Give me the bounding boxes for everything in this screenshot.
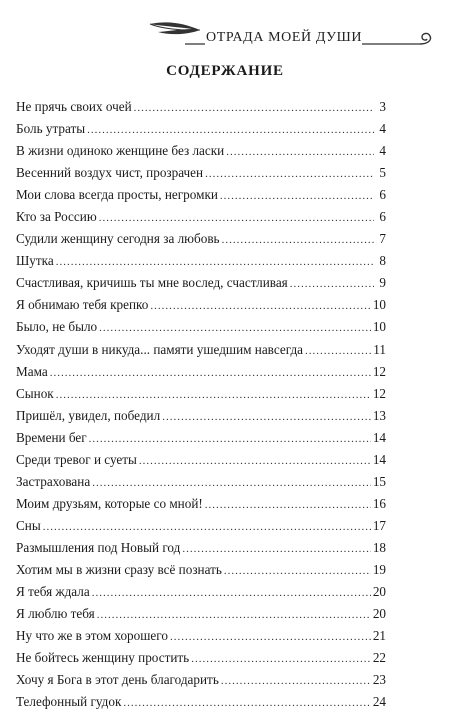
toc-entry-page: 11 [373,341,386,357]
toc-entry-page: 4 [379,121,386,137]
toc-entry [16,118,386,140]
toc-entry-title: Сны [16,517,41,533]
toc-entry [16,515,386,537]
toc-leader-dots [290,273,374,295]
toc-list [16,96,386,713]
toc-entry-page: 16 [372,495,386,511]
toc-entry [16,581,386,603]
toc-entry-page: 19 [372,561,386,577]
toc-leader-dots [182,538,370,560]
toc-entry [16,316,386,338]
toc-entry-page: 13 [372,407,386,423]
toc-entry-title: Застрахована [16,473,91,489]
toc-leader-dots [150,295,370,317]
running-header [0,14,450,54]
toc-entry [16,669,386,691]
toc-entry [16,427,386,449]
toc-entry-title: Не прячь своих очей [16,99,132,114]
toc-leader-dots [139,450,371,472]
toc-entry-title: Сынок [16,385,54,401]
toc-entry [16,493,386,515]
toc-entry [16,691,386,713]
toc-entry-title: Я люблю тебя [16,606,95,622]
toc-entry-title: Мама [16,363,48,379]
toc-leader-dots [56,251,374,273]
toc-entry-title: Среди тревог и суеты [16,451,137,467]
toc-entry-title: Счастливая, кричишь ты мне вослед, счастливая [16,275,288,291]
toc-entry-page: 12 [372,363,386,379]
toc-leader-dots [123,692,370,714]
toc-entry-page: 17 [372,517,386,533]
toc-entry-title: Было, не было [16,319,98,335]
toc-leader-dots [87,119,374,141]
toc-entry-page: 24 [372,694,386,710]
toc-entry-page: 20 [372,606,386,622]
toc-leader-dots [97,604,371,626]
toc-entry-page: 12 [372,385,386,401]
toc-entry [16,294,386,316]
toc-entry-page: 20 [372,584,386,600]
toc-entry-title: Хотим мы в жизни сразу всё познать [16,561,222,577]
toc-entry [16,449,386,471]
toc-entry-page: 10 [372,297,386,313]
toc-entry [16,647,386,669]
toc-entry [16,383,386,405]
toc-entry [16,361,386,383]
toc-entry-title: Судили женщину сегодня за любовь [16,231,220,247]
toc-entry-title: Не бойтесь женщину простить [16,650,190,666]
toc-leader-dots [224,560,371,582]
toc-entry-title: Хочу я Бога в этот день благодарить [16,672,219,688]
toc-entry-page: 9 [379,275,386,291]
toc-leader-dots [162,406,371,428]
toc-leader-dots [222,229,374,251]
toc-entry-page: 6 [379,187,386,203]
toc-leader-dots [92,472,371,494]
toc-entry-title: В жизни одиноко женщине без ласки [16,143,225,159]
toc-leader-dots [221,670,371,692]
toc-leader-dots [220,185,374,207]
toc-leader-dots [205,494,371,516]
toc-entry-title: Шутка [16,253,54,269]
toc-entry [16,537,386,559]
toc-entry-page: 8 [379,253,386,269]
toc-entry-title: Ну что же в этом хорошего [16,628,168,644]
toc-entry [16,250,386,272]
toc-entry-page: 18 [372,539,386,555]
toc-entry [16,272,386,294]
toc-entry-page: 5 [379,165,386,181]
toc-leader-dots [305,340,371,362]
toc-entry-page: 6 [379,209,386,225]
toc-entry-title: Я тебя ждала [16,584,90,600]
toc-entry-title: Боль утраты [16,121,86,137]
toc-entry [16,339,386,361]
toc-entry [16,625,386,647]
toc-entry-title: Пришёл, увидел, победил [16,407,161,423]
toc-entry-page: 7 [379,231,386,247]
toc-leader-dots [226,141,374,163]
toc-entry-title: Моим друзьям, которые со мной! [16,495,203,511]
toc-leader-dots [205,163,374,185]
toc-entry-page: 4 [379,143,386,159]
toc-entry-page: 14 [372,429,386,445]
toc-entry-page: 21 [372,628,386,644]
toc-entry [16,603,386,625]
toc-entry [16,405,386,427]
toc-entry-title: Я обнимаю тебя крепко [16,297,149,313]
toc-heading: СОДЕРЖАНИЕ [166,63,284,79]
toc-entry-title: Времени бег [16,429,87,445]
header-title: ОТРАДА МОЕЙ ДУШИ [206,30,363,45]
toc-entry-title: Телефонный гудок [16,694,122,710]
toc-leader-dots [191,648,371,670]
toc-entry-title: Уходят души в никуда... памяти ушедшим навсегда [16,341,304,357]
toc-entry-title: Размышления под Новый год [16,539,181,555]
toc-entry [16,140,386,162]
toc-entry-page: 15 [372,473,386,489]
toc-leader-dots [92,582,371,604]
toc-leader-dots [134,97,374,119]
toc-leader-dots [89,428,371,450]
toc-entry [16,471,386,493]
toc-entry-page: 14 [372,451,386,467]
toc-entry-page: 22 [372,650,386,666]
toc-leader-dots [99,207,374,229]
toc-entry-page: 23 [372,672,386,688]
toc-entry [16,206,386,228]
toc-entry-title: Мои слова всегда просты, негромки [16,187,218,203]
toc-entry-title: Кто за Россию [16,209,97,225]
toc-leader-dots [99,317,371,339]
toc-entry-title: Весенний воздух чист, прозрачен [16,165,204,181]
toc-entry-page: 10 [372,319,386,335]
toc-leader-dots [43,516,371,538]
toc-entry [16,96,386,118]
toc-entry-page: 3 [379,99,386,114]
toc-leader-dots [50,362,371,384]
toc-leader-dots [170,626,371,648]
toc-leader-dots [56,384,371,406]
toc-entry [16,559,386,581]
toc-entry [16,184,386,206]
toc-entry [16,228,386,250]
toc-entry [16,162,386,184]
